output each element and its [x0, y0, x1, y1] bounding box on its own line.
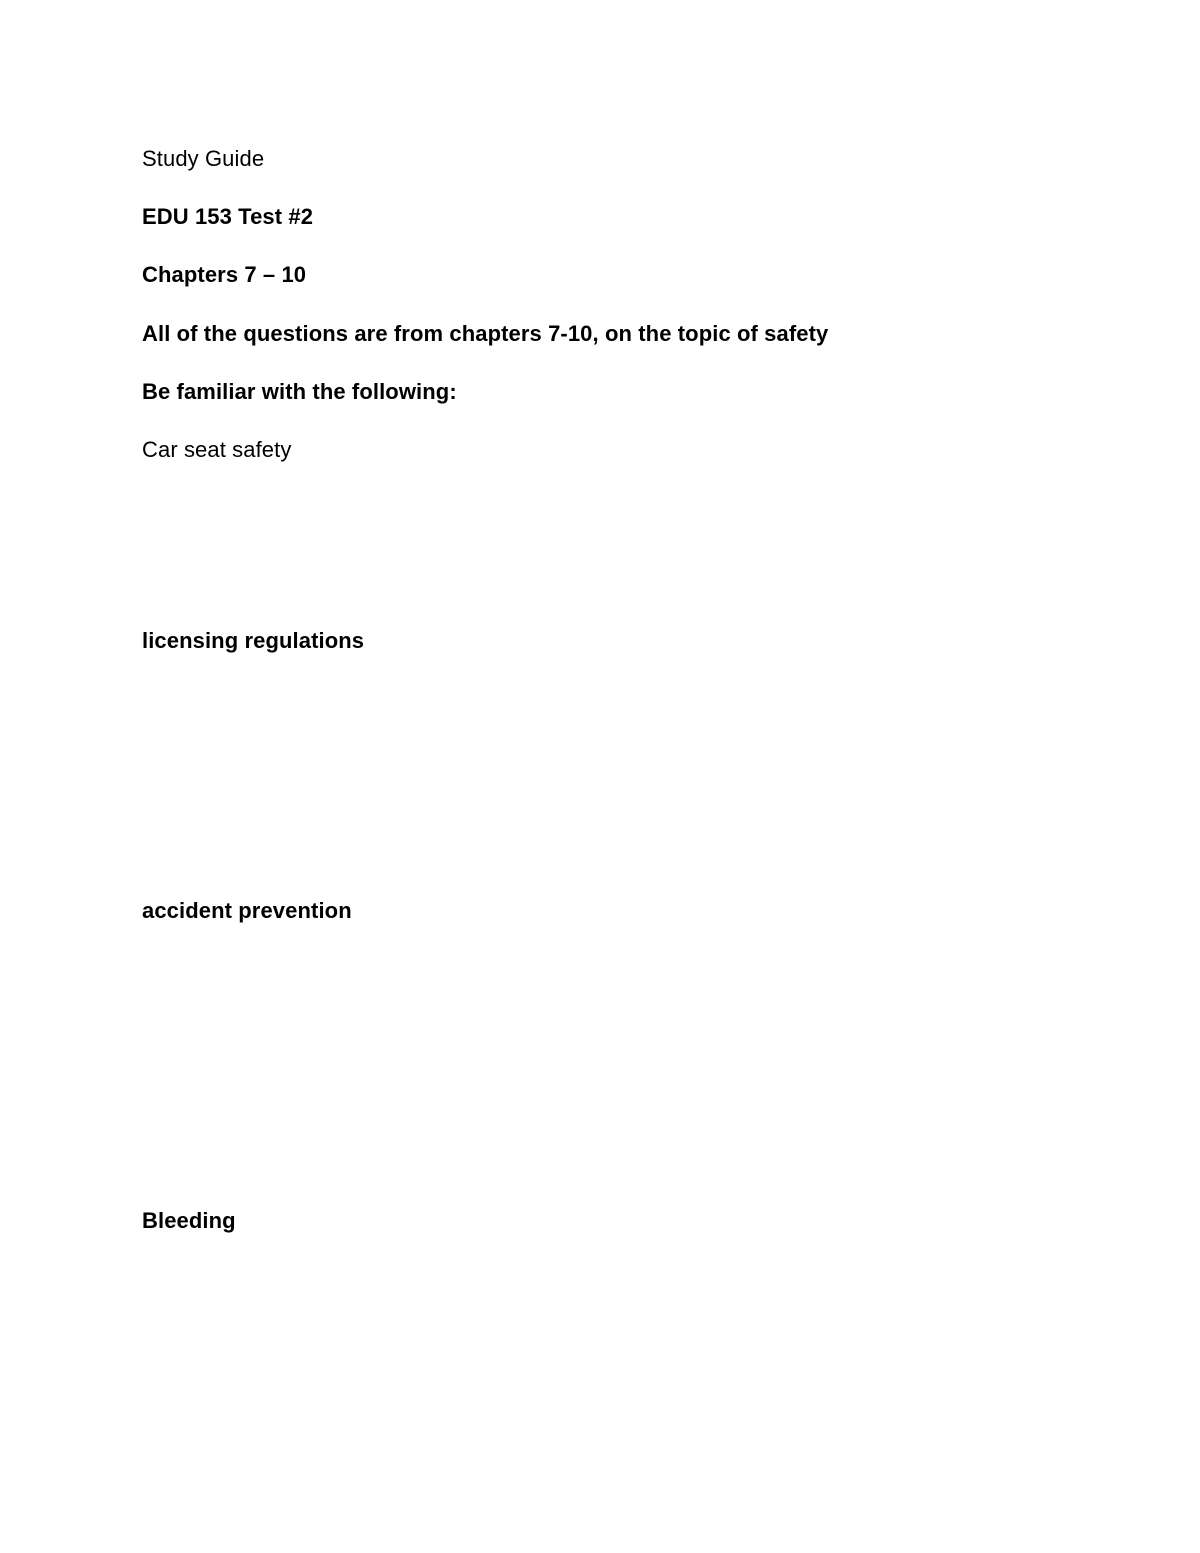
familiar-heading: Be familiar with the following: [142, 379, 457, 404]
intro-text: All of the questions are from chapters 7-10, on the topic of safety [142, 321, 829, 346]
course-test-label: EDU 153 Test #2 [142, 204, 314, 229]
document-title: Study Guide [142, 146, 265, 171]
topic-bleeding: Bleeding [142, 1208, 236, 1233]
chapters-range: Chapters 7 – 10 [142, 262, 307, 287]
topic-licensing-regulations: licensing regulations [142, 628, 365, 653]
topic-accident-prevention: accident prevention [142, 898, 352, 923]
topic-car-seat-safety: Car seat safety [142, 437, 292, 462]
